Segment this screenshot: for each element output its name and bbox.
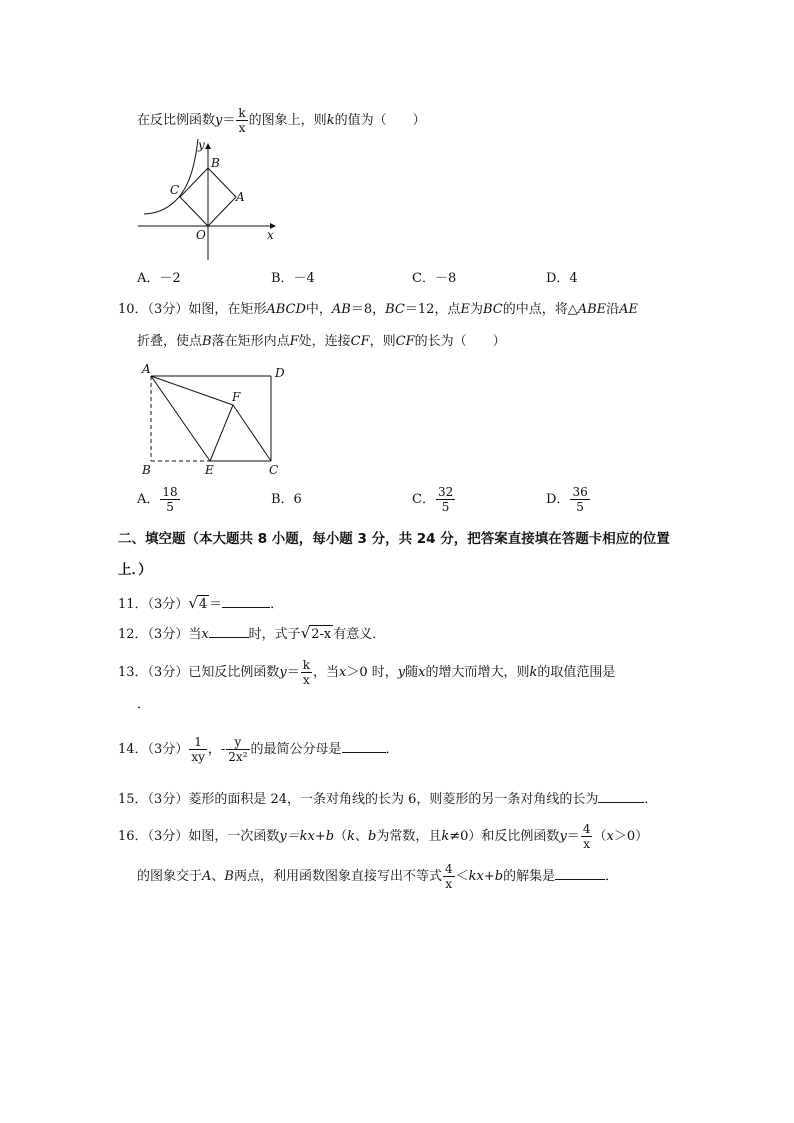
q9-label-b: B xyxy=(211,156,220,170)
q12: 12．（3分）当x 时，式子√2-x 有意义． xyxy=(118,624,386,642)
q9-label-x: x xyxy=(267,228,274,242)
q9-label-o: O xyxy=(196,228,206,242)
q9-option-d: D．4 xyxy=(546,271,578,286)
q9-figure xyxy=(130,135,290,265)
q9-label-a: A xyxy=(236,190,245,204)
q11: 11．（3分）√4 ＝ ． xyxy=(118,594,284,612)
q16-answer-blank[interactable] xyxy=(555,867,605,880)
q10-option-c: C． $\frac{32}{5}$ xyxy=(412,485,454,514)
q10-segment-ef xyxy=(210,405,233,461)
section-2-heading-line1: 二、填空题（本大题共 8 小题，每小题 3 分，共 24 分，把答案直接填在答题卡相应的位置 xyxy=(118,531,670,547)
q10-stem-line1: 10．（3分）如图，在矩形ABCD中，AB＝8，BC＝12，点E为BC的中点，将△ABE沿AE xyxy=(118,302,639,317)
q9-option-c: C．－8 xyxy=(412,271,457,286)
q11-answer-blank[interactable] xyxy=(222,595,270,608)
q14: 14．（3分） $\frac{1}{xy}$ ，- $\frac{y}{\text{2x²}}$ 的最简公分母是 ． xyxy=(118,735,399,764)
q13-continuation: ． xyxy=(137,697,151,712)
q9-fraction: $\frac{k}{x}$ xyxy=(238,106,246,135)
q10-label-c: C xyxy=(269,463,279,477)
q10-label-a: A xyxy=(142,362,151,376)
q10-figure xyxy=(138,360,298,478)
q9-label-y: y xyxy=(198,138,205,152)
q9-option-a: A．－2 xyxy=(137,271,181,286)
section-2-heading-line2: 上．） xyxy=(118,562,152,578)
q15-answer-blank[interactable] xyxy=(598,790,644,803)
q14-answer-blank[interactable] xyxy=(342,740,386,753)
q10-label-f: F xyxy=(232,390,241,404)
q10-label-e: E xyxy=(205,463,214,477)
q15: 15．（3分）菱形的面积是 24，一条对角线的长为 6，则菱形的另一条对角线的长为 ． xyxy=(118,792,658,807)
q9-option-b: B．－4 xyxy=(271,271,315,286)
q9-y-arrow xyxy=(205,143,211,149)
q10-segment-fc xyxy=(233,405,271,461)
q10-option-a: A． $\frac{18}{5}$ xyxy=(137,485,178,514)
q10-segment-af xyxy=(151,376,233,405)
q13: 13．（3分）已知反比例函数y＝ $\frac{k}{x}$ ，当x＞0 时，y随x的增大而增大，则k的取值范围是 xyxy=(118,658,616,687)
q9-hyperbola xyxy=(144,139,198,214)
q9-stem: 在反比例函数y＝ $\frac{k}{x}$ 的图象上，则k的值为（ ） xyxy=(137,106,426,135)
q10-label-d: D xyxy=(275,366,285,380)
q10-stem-line2: 折叠，使点B落在矩形内点F处，连接CF，则CF的长为（ ） xyxy=(137,334,506,349)
q12-answer-blank[interactable] xyxy=(209,625,249,638)
q16-line1: 16．（3分）如图，一次函数y＝kx+b（k、b为常数，且k≠0）和反比例函数y＝ $\frac{4}{x}$ （x＞0） xyxy=(118,822,649,851)
q9-label-c: C xyxy=(170,183,180,197)
q16-line2: 的图象交于A、B两点，利用函数图象直接写出不等式 $\frac{4}{x}$ ＜kx+b的解集是 ． xyxy=(137,862,619,891)
q10-option-d: D． $\frac{36}{5}$ xyxy=(546,485,588,514)
q10-option-b: B．6 xyxy=(271,492,302,507)
q10-label-b: B xyxy=(142,463,151,477)
q10-segment-ae xyxy=(151,376,210,461)
